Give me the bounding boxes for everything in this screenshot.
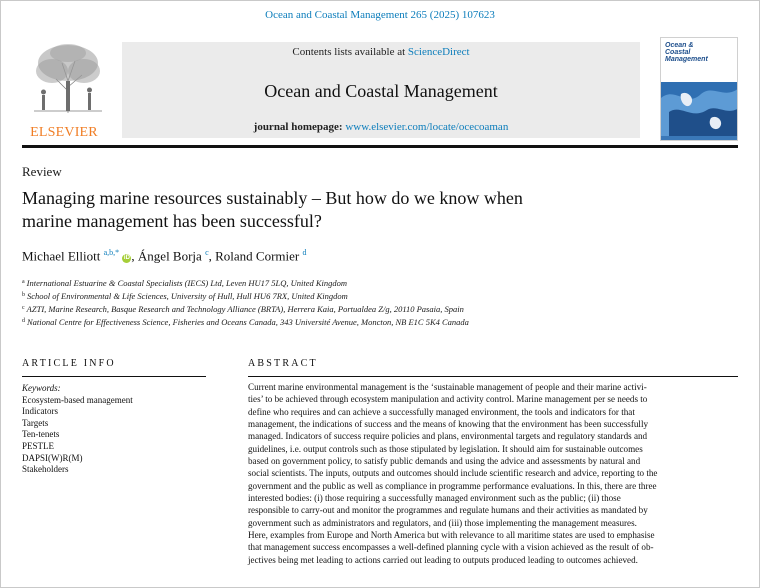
author-separator: , <box>208 248 216 264</box>
elsevier-tree-logo <box>28 41 108 117</box>
affiliation-text: International Estuarine & Coastal Specialists (IECS) Ltd, Leven HU17 5LQ, United Kingdom <box>26 278 348 288</box>
masthead-info-box <box>122 42 640 138</box>
abstract-line: guidelines, i.e. output controls such as those stipulated by legislation. It should aim for sustainable outcomes <box>248 443 643 454</box>
cover-title-line-2: Coastal <box>665 49 691 56</box>
journal-cover[interactable] <box>660 37 738 141</box>
abstract-line: management, the indications of success and the means of knowing that the environment has been successfully <box>248 419 649 430</box>
author-affiliation-marks[interactable]: a,b,* <box>103 248 120 257</box>
masthead <box>22 37 738 141</box>
journal-homepage-link[interactable]: www.elsevier.com/locate/ocecoaman <box>345 121 509 133</box>
cover-title <box>665 42 721 63</box>
affiliation-list <box>22 276 722 328</box>
author-separator: , <box>131 248 138 264</box>
author-list <box>22 248 307 264</box>
orcid-icon[interactable]: iD <box>123 255 130 262</box>
author-affiliation-marks[interactable]: c <box>205 248 209 257</box>
abstract-line: responsible to carry-out and monitor the programmes and regulate humans and their activities as mandated by <box>248 505 648 516</box>
abstract-line: that management success encompasses a well-defined planning cycle with a vision achieved as the result of ob- <box>248 542 654 553</box>
sciencedirect-link[interactable]: ScienceDirect <box>407 46 470 58</box>
affiliation-text: AZTI, Marine Research, Basque Research and Technology Alliance (BRTA), Herrera Kaia, Portualdea Z/g, 20110 Pasaia, Spain <box>26 304 464 314</box>
abstract-line: interested bodies: (i) those requiring a successfully managed environment such as the public; (ii) those <box>248 493 621 504</box>
keywords-label: Keywords: <box>22 383 61 393</box>
keyword-item: Stakeholders <box>22 464 69 475</box>
author-name[interactable]: Ángel Borja <box>137 248 202 264</box>
abstract-line: government such as administrators and regulators, and (iii) those implementing the management measures. <box>248 517 637 528</box>
abstract-line: ties’ to be achieved through ecosystem manipulation and activity control. Marine management per se needs to <box>248 394 648 405</box>
abstract-body <box>248 381 738 566</box>
abstract-line: government and the public as well as compliance in programme performance evaluations. In this, there are three <box>248 480 657 491</box>
article-title-line-2: marine management has been successful? <box>22 211 322 231</box>
publisher-logo[interactable] <box>22 37 116 141</box>
abstract-line: Current marine environmental management is the ‘sustainable management of people and their marine activi- <box>248 382 647 392</box>
abstract-line: managed. Indicators of success require policies and plans, environmental targets and regulatory standards and <box>248 431 648 442</box>
author-name[interactable]: Roland Cormier <box>215 248 300 264</box>
homepage-line <box>122 121 640 133</box>
affiliation-mark: a <box>22 279 25 285</box>
abstract-rule <box>248 376 738 377</box>
author-name[interactable]: Michael Elliott <box>22 248 101 264</box>
keyword-item: Indicators <box>22 406 58 417</box>
homepage-prefix: journal homepage: <box>253 121 346 133</box>
affiliation-mark: b <box>22 292 25 298</box>
abstract-line: social scientists. The inputs, outputs and outcomes should include scientific research and advice, reporting to the <box>248 468 658 479</box>
contents-line <box>122 46 640 58</box>
article-info-rule <box>22 376 206 377</box>
affiliation-text: School of Environmental & Life Sciences, University of Hull, Hull HU6 7RX, United Kingdom <box>27 291 348 301</box>
article-type: Review <box>22 164 62 179</box>
affiliation-item <box>22 276 722 289</box>
affiliation-text: National Centre for Effectiveness Science, Fisheries and Oceans Canada, 343 Université Avenue, Moncton, NB E1C 5K4 Canada <box>27 317 469 327</box>
masthead-rule <box>22 145 738 148</box>
journal-title[interactable]: Ocean and Coastal Management <box>264 81 498 101</box>
keyword-item: DAPSI(W)R(M) <box>22 452 83 463</box>
abstract-heading: ABSTRACT <box>248 358 318 369</box>
article-title <box>22 187 642 233</box>
keyword-item: Ten-tenets <box>22 429 60 440</box>
publisher-name: ELSEVIER <box>30 125 98 140</box>
affiliation-mark: c <box>22 305 25 311</box>
affiliation-item <box>22 302 722 315</box>
affiliation-item <box>22 289 722 302</box>
keyword-item: Ecosystem-based management <box>22 394 133 405</box>
abstract-line: based on government policy, to satisfy public demands and using the advice and assessments by natural and <box>248 456 641 467</box>
abstract-line: Here, examples from Europe and North America but with relevance to all maritime states are used to emphasise <box>248 530 655 541</box>
abstract-line: jectives being met leading to actions carried out leading to outputs produced leading to outcomes achieved. <box>248 554 638 565</box>
author-affiliation-marks[interactable]: d <box>302 248 307 257</box>
article-info-heading: ARTICLE INFO <box>22 358 116 369</box>
cover-title-line-1: Ocean & <box>665 42 694 49</box>
article-title-line-1: Managing marine resources sustainably – But how do we know when <box>22 188 523 208</box>
abstract-line: define who requires and can achieve a successfully managed environment, the tools and indicators for that <box>248 406 635 417</box>
affiliation-mark: d <box>22 318 25 324</box>
contents-prefix: Contents lists available at <box>292 46 408 58</box>
keyword-item: Targets <box>22 417 49 428</box>
cover-title-line-3: Management <box>665 56 708 63</box>
journal-citation[interactable]: Ocean and Coastal Management 265 (2025) 107623 <box>265 9 495 21</box>
affiliation-item <box>22 315 722 328</box>
keyword-item: PESTLE <box>22 440 55 451</box>
keywords-block <box>22 383 202 476</box>
